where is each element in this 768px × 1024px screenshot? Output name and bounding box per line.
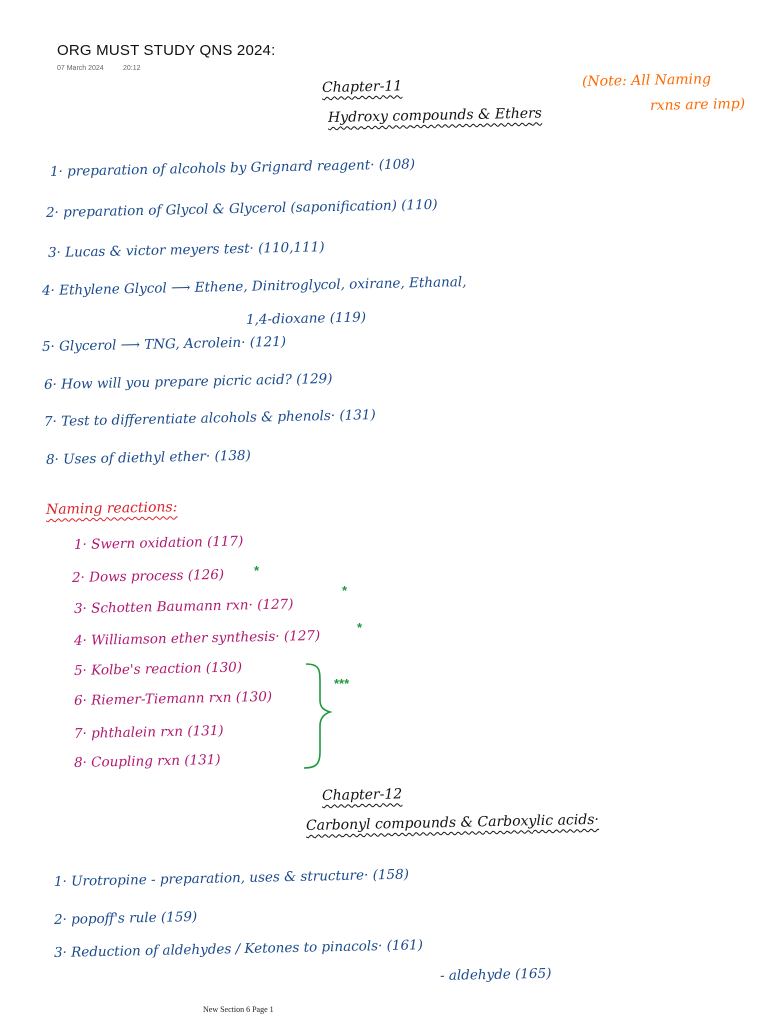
page-footer: New Section 6 Page 1 — [203, 1005, 274, 1014]
ch11-item-4: 4· Ethylene Glycol ⟶ Ethene, Dinitroglycol, oxirane, Ethanal, — [41, 274, 467, 299]
ch12-item-4-partial: - aldehyde (165) — [439, 965, 552, 984]
page-time: 20:12 — [123, 65, 141, 72]
ch11-item-8: 8· Uses of diethyl ether· (138) — [45, 447, 251, 468]
naming-item-4: 4· Williamson ether synthesis· (127) — [73, 627, 321, 649]
chapter-11-subheading: Hydroxy compounds & Ethers — [327, 105, 543, 126]
note-line-1: (Note: All Naming — [581, 71, 712, 90]
naming-item-6: 6· Riemer-Tiemann rxn (130) — [73, 688, 273, 709]
chapter-12-heading: Chapter-12 — [321, 786, 403, 804]
naming-item-8: 8· Coupling rxn (131) — [73, 751, 221, 771]
naming-heading: Naming reactions: — [45, 499, 178, 518]
naming-item-7: 7· phthalein rxn (131) — [73, 722, 224, 742]
ch11-item-4-cont: 1,4-dioxane (119) — [245, 309, 367, 328]
naming-item-2: 2· Dows process (126) — [71, 566, 225, 586]
star-mark: *** — [334, 676, 350, 691]
star-mark: * — [357, 620, 363, 635]
ch12-item-3: 3· Reduction of aldehydes / Ketones to pinacols· (161) — [53, 937, 424, 961]
note-line-2: rxns are imp) — [649, 96, 746, 114]
naming-item-1: 1· Swern oxidation (117) — [73, 533, 244, 553]
ch11-item-6: 6· How will you prepare picric acid? (129) — [43, 370, 333, 393]
star-mark: * — [254, 563, 260, 578]
chapter-12-subheading: Carbonyl compounds & Carboxylic acids· — [305, 811, 600, 834]
ch12-item-1: 1· Urotropine - preparation, uses & structure· (158) — [53, 866, 410, 890]
ch11-item-1: 1· preparation of alcohols by Grignard reagent· (108) — [49, 156, 416, 180]
ch11-item-5: 5· Glycerol ⟶ TNG, Acrolein· (121) — [41, 333, 287, 355]
curly-brace — [298, 660, 338, 772]
star-mark: * — [342, 583, 348, 598]
page-title: ORG MUST STUDY QNS 2024: — [57, 42, 276, 59]
chapter-11-heading: Chapter-11 — [321, 78, 403, 96]
ch11-item-2: 2· preparation of Glycol & Glycerol (saponification) (110) — [45, 196, 438, 221]
ch11-item-7: 7· Test to differentiate alcohols & phenols· (131) — [43, 407, 376, 430]
ch12-item-2: 2· popoff's rule (159) — [53, 909, 198, 928]
naming-item-5: 5· Kolbe's reaction (130) — [73, 659, 243, 679]
ch11-item-3: 3· Lucas & victor meyers test· (110,111) — [47, 239, 325, 261]
page-date: 07 March 2024 — [57, 65, 104, 72]
naming-item-3: 3· Schotten Baumann rxn· (127) — [73, 596, 294, 617]
